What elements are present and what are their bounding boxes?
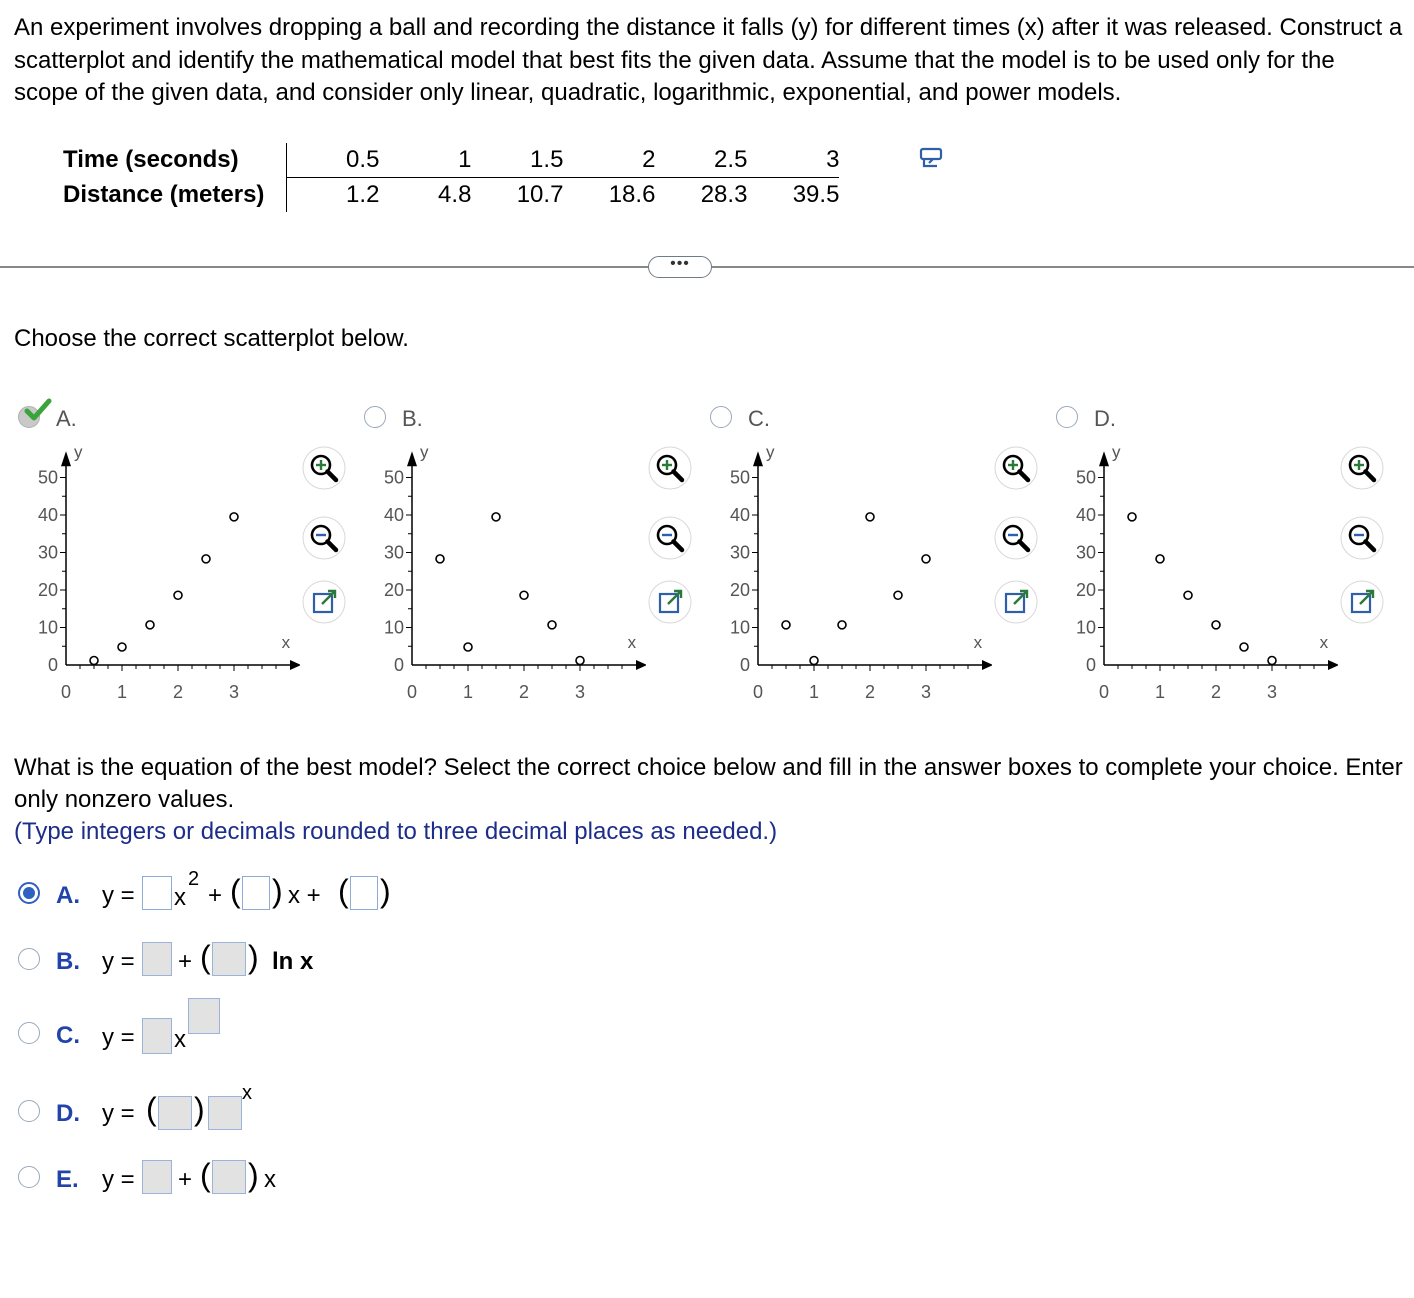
zoom-in-icon[interactable] xyxy=(302,446,346,490)
table-cell: 1.5 xyxy=(471,143,563,178)
data-point xyxy=(118,643,126,651)
y-tick-label: 50 xyxy=(37,467,58,488)
choice-label: E. xyxy=(56,1166,79,1193)
y-tick-label: 30 xyxy=(729,542,750,563)
popout-icon[interactable] xyxy=(648,580,692,624)
close-paren: ) xyxy=(248,1157,259,1193)
table-cell: 10.7 xyxy=(516,181,564,208)
y-tick-label: 10 xyxy=(383,617,404,638)
table-cell: 2 xyxy=(563,143,655,178)
equation-choice-d[interactable] xyxy=(18,1082,438,1132)
x-tick-label: 1 xyxy=(116,682,128,702)
y-tick-label: 40 xyxy=(729,505,750,525)
y-tick-label: 30 xyxy=(1075,542,1096,563)
x-tick-label: 0 xyxy=(752,682,764,702)
open-paren: ( xyxy=(200,1157,211,1193)
coefficient-a-input[interactable] xyxy=(142,876,172,910)
zoom-in-icon[interactable] xyxy=(648,446,692,490)
y-tick-label: 20 xyxy=(1075,580,1096,600)
choice-label: D. xyxy=(56,1100,80,1127)
y-axis-arrow xyxy=(1099,451,1109,466)
equation-choice-b[interactable] xyxy=(18,936,438,982)
x-tick-label: 1 xyxy=(462,682,474,702)
y-tick-label: 20 xyxy=(37,580,58,600)
data-point xyxy=(1184,591,1192,599)
data-point xyxy=(436,555,444,563)
x-axis-label: x xyxy=(1319,633,1329,652)
x-tick-label: 0 xyxy=(1098,682,1110,702)
coefficient-b-input[interactable] xyxy=(212,1160,246,1194)
y-axis-arrow xyxy=(407,451,417,466)
radio-equation-a[interactable] xyxy=(18,882,40,904)
y-tick-label: 10 xyxy=(1075,617,1096,638)
radio-equation-b[interactable] xyxy=(18,948,40,970)
data-point xyxy=(576,657,584,665)
data-point xyxy=(838,621,846,629)
y-tick-label: 50 xyxy=(729,467,750,488)
coefficient-a-input[interactable] xyxy=(142,942,172,976)
exponent-2: 2 xyxy=(188,868,200,890)
data-point xyxy=(492,513,500,521)
y-tick-label: 0 xyxy=(393,655,404,675)
table-cell: 4.8 xyxy=(438,181,472,208)
table-cell: 18.6 xyxy=(608,181,656,208)
zoom-out-icon[interactable] xyxy=(1340,516,1384,560)
data-point xyxy=(464,643,472,651)
part2-prompt: What is the equation of the best model? Select the correct choice below and fill in the answer boxes to complete your choice. Enter only nonzero values. xyxy=(14,754,1403,813)
open-paren: ( xyxy=(230,873,241,909)
y-tick-label: 0 xyxy=(1085,655,1096,675)
checkmark-icon xyxy=(24,398,52,422)
popout-icon[interactable] xyxy=(302,580,346,624)
table-cell: 3 xyxy=(747,143,839,178)
equation-choice-a[interactable] xyxy=(18,870,438,916)
popout-icon[interactable] xyxy=(1340,580,1384,624)
equation-choice-e[interactable] xyxy=(18,1154,438,1200)
x-base: x xyxy=(174,1026,186,1053)
y-equals: y = xyxy=(102,1166,135,1193)
copy-table-icon[interactable] xyxy=(919,147,945,169)
scatterplot-b xyxy=(346,440,646,710)
more-button[interactable]: ••• xyxy=(648,256,712,278)
data-point xyxy=(548,621,556,629)
radio-plot-c[interactable] xyxy=(710,406,732,428)
table-cell: 1 xyxy=(379,143,471,178)
x-tick-label: 2 xyxy=(172,682,184,702)
x-axis-label: x xyxy=(281,633,291,652)
coefficient-b-input[interactable] xyxy=(242,876,270,910)
close-paren: ) xyxy=(380,873,391,909)
open-paren: ( xyxy=(338,873,349,909)
x-tick-label: 1 xyxy=(1154,682,1166,702)
data-point xyxy=(1156,555,1164,563)
data-point xyxy=(1128,513,1136,521)
x-tick-label: 2 xyxy=(518,682,530,702)
data-point xyxy=(782,621,790,629)
data-point xyxy=(1240,643,1248,651)
data-point xyxy=(1212,621,1220,629)
close-paren: ) xyxy=(194,1091,205,1127)
y-tick-label: 10 xyxy=(37,617,58,638)
y-tick-label: 40 xyxy=(383,505,404,525)
x-squared: x xyxy=(174,884,186,911)
y-equals: y = xyxy=(102,882,135,909)
x-axis-label: x xyxy=(973,633,983,652)
exponent-b-input[interactable] xyxy=(188,998,220,1034)
y-axis-label: y xyxy=(1112,442,1121,462)
x-tick-label: 1 xyxy=(808,682,820,702)
exponent-x: x xyxy=(242,1082,252,1104)
data-point xyxy=(1268,657,1276,665)
coefficient-a-input[interactable] xyxy=(142,1018,172,1054)
close-paren: ) xyxy=(248,939,259,975)
y-tick-label: 0 xyxy=(47,655,58,675)
zoom-in-icon[interactable] xyxy=(1340,446,1384,490)
y-equals: y = xyxy=(102,948,135,975)
data-point xyxy=(894,591,902,599)
coefficient-b-input[interactable] xyxy=(212,942,246,976)
x-axis-arrow xyxy=(636,660,646,670)
x-tick-label: 0 xyxy=(406,682,418,702)
question-intro: An experiment involves dropping a ball and recording the distance it falls (y) for different times (x) after it was released. Construct a scatterplot and identify the mathematical model that best fits the given data. Assume that the model is to be used only for the scope of the given data, and consider only linear, quadratic, logarithmic, exponential, and power models. xyxy=(14,14,1403,106)
y-tick-label: 50 xyxy=(383,467,404,488)
y-tick-label: 20 xyxy=(383,580,404,600)
plus-sign: + xyxy=(178,1166,193,1193)
scatterplot-a xyxy=(0,440,300,710)
table-row-time xyxy=(55,143,839,178)
coefficient-a-input[interactable] xyxy=(142,1160,172,1194)
plot-option-d[interactable] xyxy=(1056,404,1136,432)
plot-option-b[interactable] xyxy=(364,404,444,432)
radio-plot-b[interactable] xyxy=(364,406,386,428)
plus-sign: + xyxy=(178,948,193,975)
plot-option-label: A. xyxy=(56,406,77,431)
popout-icon[interactable] xyxy=(994,580,1038,624)
plot-option-c[interactable] xyxy=(710,404,790,432)
part1-prompt: Choose the correct scatterplot below. xyxy=(14,325,409,352)
data-point xyxy=(174,591,182,599)
table-cell: 28.3 xyxy=(700,181,748,208)
choice-label: B. xyxy=(56,948,80,975)
scatterplot-d xyxy=(1038,440,1338,710)
y-tick-label: 40 xyxy=(37,505,58,525)
x-plus: x + xyxy=(288,882,321,909)
zoom-in-icon[interactable] xyxy=(994,446,1038,490)
radio-equation-d[interactable] xyxy=(18,1100,40,1122)
table-cell: 1.2 xyxy=(346,181,380,208)
y-equals: y = xyxy=(102,1024,135,1051)
base-b-input[interactable] xyxy=(208,1096,242,1130)
data-point xyxy=(146,621,154,629)
zoom-out-icon[interactable] xyxy=(994,516,1038,560)
coefficient-a-input[interactable] xyxy=(158,1096,192,1130)
close-paren: ) xyxy=(272,873,283,909)
y-tick-label: 30 xyxy=(383,542,404,563)
data-point xyxy=(90,657,98,665)
x-axis-arrow xyxy=(290,660,300,670)
coefficient-c-input[interactable] xyxy=(350,876,378,910)
zoom-out-icon[interactable] xyxy=(648,516,692,560)
y-tick-label: 20 xyxy=(729,580,750,600)
equation-choice-c[interactable] xyxy=(18,996,438,1056)
y-axis-label: y xyxy=(420,442,429,462)
y-equals: y = xyxy=(102,1100,135,1127)
choice-label: A. xyxy=(56,882,80,909)
y-axis-arrow xyxy=(753,451,763,466)
y-tick-label: 10 xyxy=(729,617,750,638)
x-axis-arrow xyxy=(1328,660,1338,670)
plot-option-label: B. xyxy=(402,406,423,431)
part2-prompt-block xyxy=(14,752,1404,848)
data-point xyxy=(520,591,528,599)
x-tick-label: 3 xyxy=(920,682,932,702)
x-tick-label: 3 xyxy=(574,682,586,702)
data-point xyxy=(866,513,874,521)
data-point xyxy=(202,555,210,563)
plus-sign: + xyxy=(208,882,223,909)
part2-hint: (Type integers or decimals rounded to three decimal places as needed.) xyxy=(14,818,778,845)
y-tick-label: 50 xyxy=(1075,467,1096,488)
x-tick-label: 3 xyxy=(228,682,240,702)
radio-plot-d[interactable] xyxy=(1056,406,1078,428)
x-tick-label: 0 xyxy=(60,682,72,702)
zoom-out-icon[interactable] xyxy=(302,516,346,560)
table-cell: 0.5 xyxy=(287,143,380,178)
data-table xyxy=(55,143,839,212)
table-cell: 2.5 xyxy=(655,143,747,178)
x-tick-label: 2 xyxy=(864,682,876,702)
table-header-distance: Distance (meters) xyxy=(55,178,287,213)
y-tick-label: 40 xyxy=(1075,505,1096,525)
plot-option-a[interactable] xyxy=(18,404,98,432)
plot-option-label: D. xyxy=(1094,406,1116,431)
plot-option-label: C. xyxy=(748,406,770,431)
radio-equation-c[interactable] xyxy=(18,1022,40,1044)
data-point xyxy=(230,513,238,521)
open-paren: ( xyxy=(200,939,211,975)
scatterplot-c xyxy=(692,440,992,710)
x-axis-arrow xyxy=(982,660,992,670)
table-header-time: Time (seconds) xyxy=(55,143,287,178)
table-row-distance xyxy=(55,178,839,213)
ln-x: ln x xyxy=(272,948,314,975)
radio-equation-e[interactable] xyxy=(18,1166,40,1188)
open-paren: ( xyxy=(146,1091,157,1127)
table-cell: 39.5 xyxy=(792,181,840,208)
y-axis-label: y xyxy=(74,442,83,462)
y-axis-label: y xyxy=(766,442,775,462)
x-tick-label: 3 xyxy=(1266,682,1278,702)
y-tick-label: 0 xyxy=(739,655,750,675)
x-term: x xyxy=(264,1166,276,1193)
choice-label: C. xyxy=(56,1022,80,1049)
y-axis-arrow xyxy=(61,451,71,466)
data-point xyxy=(810,657,818,665)
x-axis-label: x xyxy=(627,633,637,652)
data-point xyxy=(922,555,930,563)
x-tick-label: 2 xyxy=(1210,682,1222,702)
y-tick-label: 30 xyxy=(37,542,58,563)
